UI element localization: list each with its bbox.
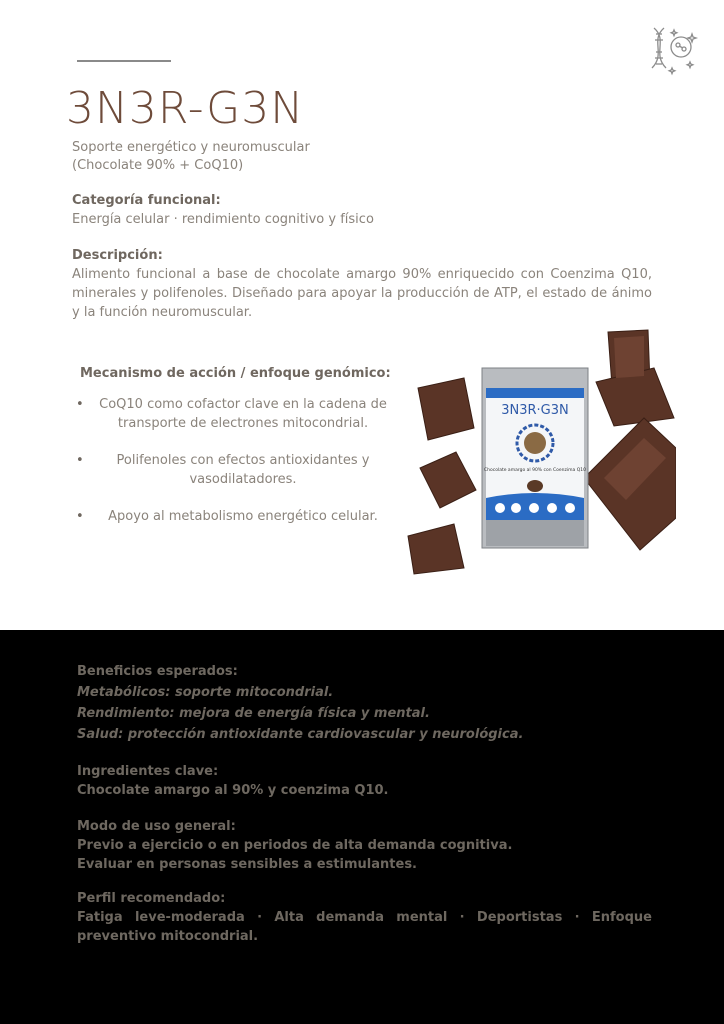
usage-line-1: Previo a ejercicio o en periodos de alta demanda cognitiva. [77, 838, 513, 853]
ingredients-heading: Ingredientes clave: [77, 764, 219, 779]
benefit-item: Rendimiento: mejora de energía física y mental. [77, 706, 430, 721]
svg-text:Chocolate amargo al 90% con Co: Chocolate amargo al 90% con Coenzima Q10 [483, 468, 587, 473]
benefit-item: Salud: protección antioxidante cardiovascular y neurológica. [77, 727, 524, 742]
mechanism-item: • CoQ10 como cofactor clave en la cadena de transporte de electrones mitocondrial. [72, 395, 392, 433]
mechanism-section [72, 366, 392, 544]
subtitle-line-2: (Chocolate 90% + CoQ10) [72, 158, 244, 173]
product-title: 3N3R-G3N [66, 83, 305, 134]
profile-heading: Perfil recomendado: [77, 891, 226, 906]
chocolate-piece [596, 368, 674, 426]
category-section [72, 192, 652, 229]
category-text: Energía celular · rendimiento cognitivo y físico [72, 212, 374, 227]
usage-line-2: Evaluar en personas sensibles a estimulantes. [77, 857, 417, 872]
wrapper-brand: 3N3R·G3N [501, 403, 569, 418]
description-section [72, 247, 652, 322]
description-text: Alimento funcional a base de chocolate amargo 90% enriquecido con Coenzima Q10, minerales y polifenoles. Diseñado para apoyar la producción de ATP, el estado de ánimo y la función neuromuscular. [72, 267, 652, 320]
mechanism-item: • Polifenoles con efectos antioxidantes y vasodilatadores. [72, 451, 392, 489]
profile-section [77, 889, 652, 946]
mechanism-heading: Mecanismo de acción / enfoque genómico: [80, 366, 391, 381]
chocolate-piece [418, 378, 474, 440]
ingredients-text: Chocolate amargo al 90% y coenzima Q10. [77, 783, 389, 798]
product-subtitle [72, 139, 310, 175]
profile-text: Fatiga leve-moderada · Alta demanda mental · Deportistas · Enfoque preventivo mitocondrial. [77, 910, 652, 944]
category-heading: Categoría funcional: [72, 193, 221, 208]
usage-heading: Modo de uso general: [77, 819, 236, 834]
dark-info-panel [0, 630, 724, 1024]
mechanism-item: • Apoyo al metabolismo energético celular. [72, 507, 392, 526]
ingredients-section [77, 762, 652, 800]
benefits-heading: Beneficios esperados: [77, 664, 238, 679]
chocolate-piece [408, 524, 464, 574]
benefits-section [77, 662, 652, 744]
product-image [404, 328, 676, 578]
dna-molecule-icon [646, 24, 702, 80]
decorative-rule [77, 60, 171, 62]
benefit-item: Metabólicos: soporte mitocondrial. [77, 685, 334, 700]
mechanism-list [72, 395, 392, 526]
description-heading: Descripción: [72, 248, 163, 263]
subtitle-line-1: Soporte energético y neuromuscular [72, 140, 310, 155]
usage-section [77, 817, 652, 874]
chocolate-piece [420, 452, 476, 508]
